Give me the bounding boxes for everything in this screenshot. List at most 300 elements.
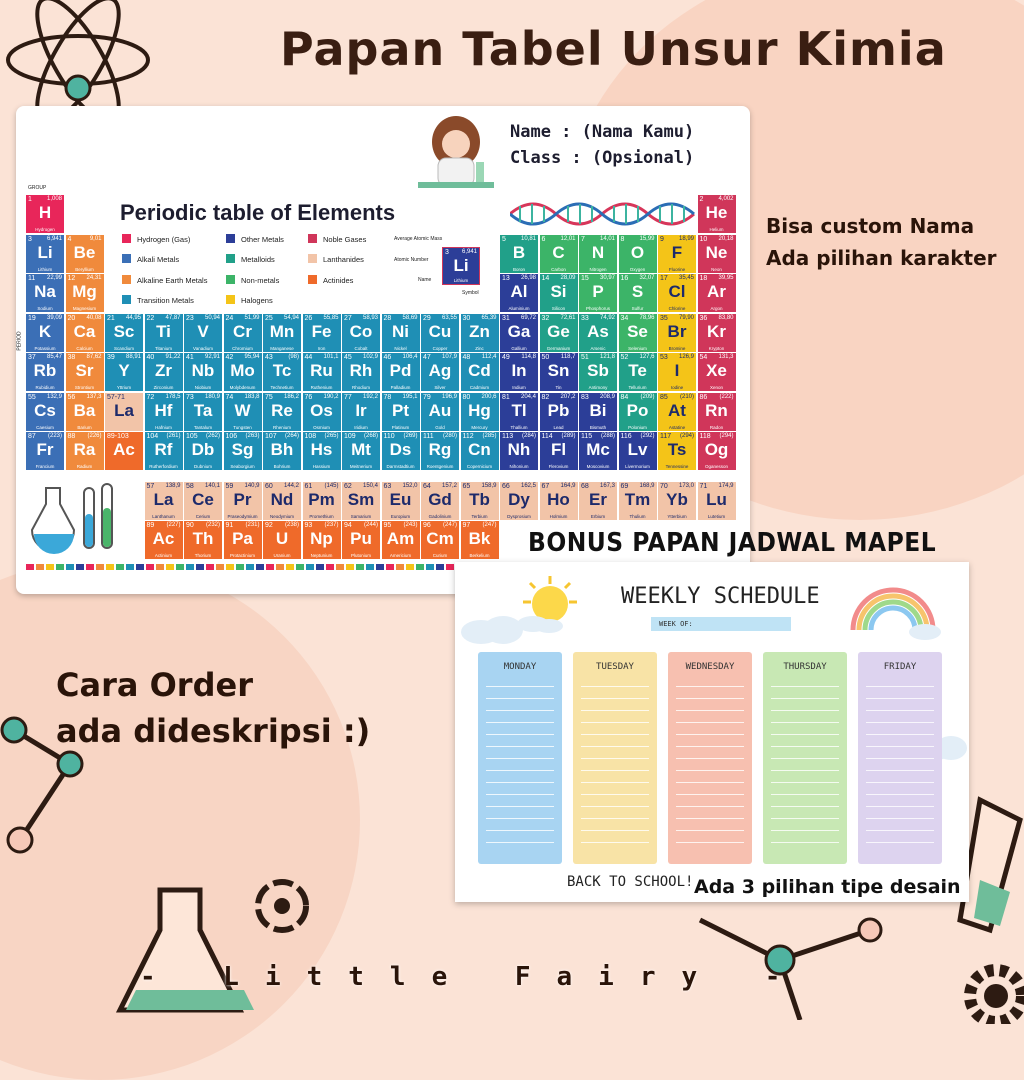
element-number: 13 [502,275,510,282]
element-name: Manganese [270,345,294,351]
element-name: Germanium [546,345,571,351]
element-mass: (238) [284,522,299,528]
element-name: Strontium [74,385,95,390]
element-cell [145,353,183,391]
element-cell [579,432,617,470]
element-number: 105 [186,433,198,440]
ruled-line [771,710,839,711]
element-symbol: Pu [350,529,372,548]
element-number: 95 [383,522,392,529]
ruled-line [771,686,839,687]
ruled-line [866,830,934,831]
element-symbol: Xe [706,361,727,380]
element-mass: 54,94 [283,314,299,321]
ruled-line [676,818,744,819]
ruled-line [676,698,744,699]
element-mass: 192,2 [362,393,378,400]
legend-item [308,254,364,264]
element-cell [698,314,736,352]
element-number: 12 [67,275,76,282]
lab-flask-icon [110,880,270,1024]
element-name: Seaborgium [230,464,255,469]
element-number: 15 [581,275,589,282]
element-symbol: Ti [156,321,171,341]
element-cell [579,235,617,273]
element-symbol: Th [192,529,214,548]
element-number: 26 [304,314,313,322]
element-name: Thulium [629,513,646,519]
element-number: 93 [304,522,313,529]
ruled-line [581,842,649,843]
element-symbol: Kr [707,321,726,341]
element-number: 115 [581,433,593,440]
element-mass: (294) [679,433,694,439]
element-symbol: Mo [230,361,255,380]
element-name: Oxygen [629,266,646,272]
element-cell [619,393,657,431]
element-cell [66,432,104,470]
element-number: 36 [699,314,708,322]
element-symbol: Am [386,529,415,548]
key-name: Name [418,277,432,283]
element-number: 83 [581,393,589,401]
element-symbol: He [705,203,728,222]
ruled-line [676,806,744,807]
element-symbol: Cs [34,400,56,420]
element-cell [263,482,301,520]
color-strip [26,564,510,570]
element-cell [619,274,657,312]
element-symbol: Sb [587,361,609,380]
ruled-line [771,722,839,723]
element-name: Vanadium [193,345,213,351]
element-symbol: Y [118,361,130,380]
element-symbol: Te [628,361,647,380]
element-number: 118 [699,433,711,440]
legend-swatch [122,254,131,263]
element-number: 61 [304,482,313,490]
element-symbol: Sc [113,321,135,341]
element-cell [66,274,104,312]
element-number: 68 [581,482,589,490]
element-cell [382,482,420,520]
element-symbol: Ba [73,400,96,420]
element-cell [619,482,657,520]
element-mass: 140,9 [244,482,260,489]
element-mass: (98) [288,354,299,360]
element-number: 29 [423,314,431,322]
element-name: Titanium [154,345,173,351]
element-name: Molybdenum [229,385,256,390]
element-mass: 107,9 [441,354,457,360]
element-symbol: Ho [547,489,570,509]
element-cell [105,353,143,391]
element-cell [619,235,657,273]
element-mass: (227) [166,522,181,528]
element-name: Zinc [475,345,484,351]
element-mass: 51,99 [244,314,260,321]
element-name: Uranium [273,553,291,558]
legend-swatch [308,275,317,284]
element-mass: 83,80 [718,314,734,321]
element-mass: 14,01 [599,235,615,242]
element-mass: 173,0 [678,482,694,489]
ruled-line [486,722,554,723]
class-label: Class : (Opsional) [510,148,695,168]
element-mass: 4,002 [718,196,734,202]
order-line-2: ada dideskripsi :) [56,712,371,750]
ruled-line [581,818,649,819]
ruled-line [676,770,744,771]
ruled-line [486,734,554,735]
element-symbol: Lu [706,489,727,509]
element-name: Beryllium [75,266,94,272]
element-number: 116 [620,433,632,440]
element-mass: 121,8 [599,354,615,360]
ruled-line [486,842,554,843]
element-mass: 152,0 [402,482,418,489]
element-name: Copernicium [466,464,493,469]
ruled-line [771,746,839,747]
element-cell [698,353,736,391]
ruled-line [676,686,744,687]
element-mass: 127,6 [639,354,655,360]
element-symbol: Sn [547,361,570,380]
element-mass: 131,3 [718,354,734,360]
element-mass: (247) [442,522,457,528]
element-name: Magnesium [72,306,97,311]
element-symbol: Os [310,400,333,420]
legend-label: Halogens [241,296,273,305]
element-number: 107 [265,433,277,440]
element-number: 78 [383,393,392,401]
element-name: Darmstadtium [386,464,415,469]
element-cell [658,274,696,312]
element-number: 84 [620,393,629,401]
element-mass: 15,99 [639,235,655,242]
element-symbol: Yb [666,489,688,509]
ruled-line [486,746,554,747]
legend-item [308,234,366,244]
element-name: Lithium [37,266,53,272]
element-mass: 200,6 [481,393,497,400]
element-cell [303,432,341,470]
element-number: 73 [186,393,194,401]
element-mass: 35,45 [678,275,694,281]
element-cell [658,353,696,391]
element-name: Rubidium [35,385,55,390]
element-cell [461,393,499,431]
element-number: 49 [502,354,510,361]
ruled-line [581,710,649,711]
element-cell [461,521,499,559]
element-name: Dubnium [193,464,212,469]
periodic-table-poster [16,106,750,594]
element-symbol: Cl [668,282,686,301]
element-name: Barium [77,424,92,430]
element-symbol: Bh [270,440,294,459]
element-mass: 44,95 [125,314,141,321]
legend-item [226,254,275,264]
element-number: 21 [107,314,115,322]
element-mass: (226) [87,433,102,439]
element-symbol: U [275,529,289,548]
element-name: Zirconium [153,385,174,390]
element-cell [500,482,538,520]
element-number: 72 [146,393,155,401]
element-mass: 95,94 [244,354,260,360]
element-number: 8 [620,235,625,243]
element-name: Praseodymium [227,513,258,519]
element-mass: 164,9 [560,482,576,489]
element-name: Yttrium [116,385,132,390]
legend-item [226,275,279,285]
element-cell [421,432,459,470]
element-cell [540,274,578,312]
ruled-line [676,746,744,747]
ruled-line [866,770,934,771]
element-cell [382,393,420,431]
element-cell [461,314,499,352]
element-name: Arsenic [590,345,606,351]
schedule-title: WEEKLY SCHEDULE [621,584,820,609]
element-number: 28 [383,314,392,322]
legend-label: Lanthanides [323,255,364,264]
day-column[interactable] [573,652,657,864]
element-symbol: Ac [113,440,135,459]
element-cell [105,432,143,470]
element-name: Neodymium [269,513,294,519]
element-number: 52 [620,354,629,361]
element-number: 14 [541,275,550,282]
day-label: TUESDAY [596,662,634,672]
element-name: Osmium [313,424,330,430]
element-mass: (261) [166,433,181,439]
element-number: 113 [502,433,514,440]
element-cell [303,393,341,431]
element-mass: 112,4 [481,354,497,360]
element-number: 88 [67,433,76,440]
element-symbol: C [552,242,565,262]
element-symbol: W [234,400,251,420]
element-number: 11 [28,275,36,282]
element-name: Silver [434,385,446,390]
element-cell [263,353,301,391]
ruled-line [581,698,649,699]
element-mass: (280) [442,433,457,439]
element-cell [342,314,380,352]
element-number: 65 [462,482,471,490]
day-column[interactable] [478,652,562,864]
element-cell [500,274,538,312]
element-mass: 30,97 [599,275,615,281]
element-number: 89 [146,522,155,529]
element-name: Radium [76,464,93,469]
element-cell [658,432,696,470]
element-number: 56 [67,393,76,401]
element-mass: 144,2 [283,482,299,489]
element-symbol: Ru [310,361,333,380]
element-name: Gadolinium [428,513,452,519]
element-number: 20 [67,314,76,322]
legend-item [122,275,207,285]
element-name: Krypton [708,345,725,351]
element-number: 9 [660,235,664,243]
element-symbol: Dy [508,489,530,509]
element-cell [698,235,736,273]
element-symbol: Si [550,282,567,301]
legend-item [226,295,273,305]
element-mass: (292) [640,433,655,439]
element-number: 46 [383,354,392,361]
element-symbol: Ts [667,440,687,459]
element-cell [145,482,183,520]
element-mass: 158,9 [481,482,497,489]
ruled-line [581,782,649,783]
legend-swatch [226,234,235,243]
ruled-line [581,830,649,831]
element-symbol: Li [37,242,53,262]
ruled-line [866,782,934,783]
element-number: 87 [28,433,36,440]
element-name: Protactinium [229,553,255,558]
ruled-line [866,794,934,795]
key-cell-name: Lithium [453,278,469,283]
element-number: 2 [699,196,704,203]
element-number: 66 [502,482,510,490]
element-symbol: Rh [349,361,373,380]
element-mass: 132,9 [46,393,62,400]
element-number: 77 [344,393,352,401]
element-mass: 207,2 [560,393,576,400]
legend-item [308,275,353,285]
element-name: Indium [512,385,526,390]
ruled-line [581,770,649,771]
element-cell [342,482,380,520]
ruled-line [866,734,934,735]
element-mass: 186,2 [283,393,299,400]
rainbow-icon [843,580,943,640]
day-column[interactable] [763,652,847,864]
element-symbol: N [591,242,605,262]
element-mass: 32,07 [639,275,655,281]
element-name: Gallium [511,345,527,351]
element-symbol: B [512,242,526,262]
element-number: 25 [265,314,273,322]
element-number: 60 [265,482,273,490]
element-number: 7 [581,235,585,243]
element-mass: 88,91 [125,354,141,360]
element-cell [224,432,262,470]
element-cell [540,482,578,520]
element-mass: (289) [561,433,576,439]
element-symbol: Rb [33,361,57,380]
element-number: 80 [462,393,471,401]
day-column[interactable] [668,652,752,864]
element-cell [66,314,104,352]
ruled-line [486,830,554,831]
element-cell [500,393,538,431]
element-symbol: Fl [550,440,567,459]
group-label: GROUP [28,185,47,191]
element-number: 57-71 [107,393,125,401]
ruled-line [676,758,744,759]
element-cell [500,432,538,470]
element-cell [579,274,617,312]
element-cell [26,432,64,470]
element-cell [619,353,657,391]
element-cell [303,521,341,559]
legend-swatch [226,295,235,304]
element-symbol: Cu [428,321,452,341]
element-number: 108 [304,433,317,440]
ruled-line [581,806,649,807]
element-mass: 12,01 [560,235,576,242]
element-name: Chromium [232,345,253,351]
element-symbol: Er [589,489,607,509]
element-cell [342,521,380,559]
element-symbol: Pd [389,361,412,380]
gear-icon [950,950,1024,1024]
molecule-icon [690,900,890,1020]
element-cell [421,521,459,559]
element-name: Promethium [309,513,334,519]
ruled-line [486,686,554,687]
element-symbol: Mg [72,282,97,301]
element-mass: (222) [719,393,734,400]
element-number: 57 [146,482,155,490]
element-cell [698,195,736,233]
element-mass: 190,2 [323,393,339,400]
order-instructions [56,662,370,754]
day-column[interactable] [858,652,942,864]
element-symbol: Sr [75,361,94,380]
element-cell [224,482,262,520]
element-number: 38 [67,354,76,361]
element-name: Livermorium [625,464,650,469]
element-number: 69 [620,482,629,490]
element-name: Chlorine [668,306,686,311]
element-name: Bohrium [273,464,291,469]
element-name: Selenium [628,345,647,351]
legend-label: Hydrogen (Gas) [137,235,191,244]
element-number: 6 [541,235,546,243]
element-number: 117 [660,433,672,440]
element-name: Erbium [590,513,606,519]
element-number: 94 [344,522,352,529]
atom-icon [0,0,170,120]
legend-label: Other Metals [241,235,284,244]
element-cell [66,235,104,273]
element-name: Carbon [551,266,566,272]
element-cell [145,432,183,470]
legend-swatch [308,234,317,243]
element-number: 44 [304,354,313,361]
element-name: Samarium [350,513,372,519]
element-number: 110 [383,433,395,440]
element-cell [224,353,262,391]
ruled-line [771,830,839,831]
ruled-line [866,722,934,723]
element-symbol: Tm [624,489,651,509]
element-number: 51 [581,354,589,361]
element-symbol: Mn [269,321,295,341]
ruled-line [771,758,839,759]
element-mass: 72,61 [560,314,576,321]
element-mass: 168,9 [639,482,655,489]
element-cell [461,482,499,520]
order-line-1: Cara Order [56,666,253,704]
